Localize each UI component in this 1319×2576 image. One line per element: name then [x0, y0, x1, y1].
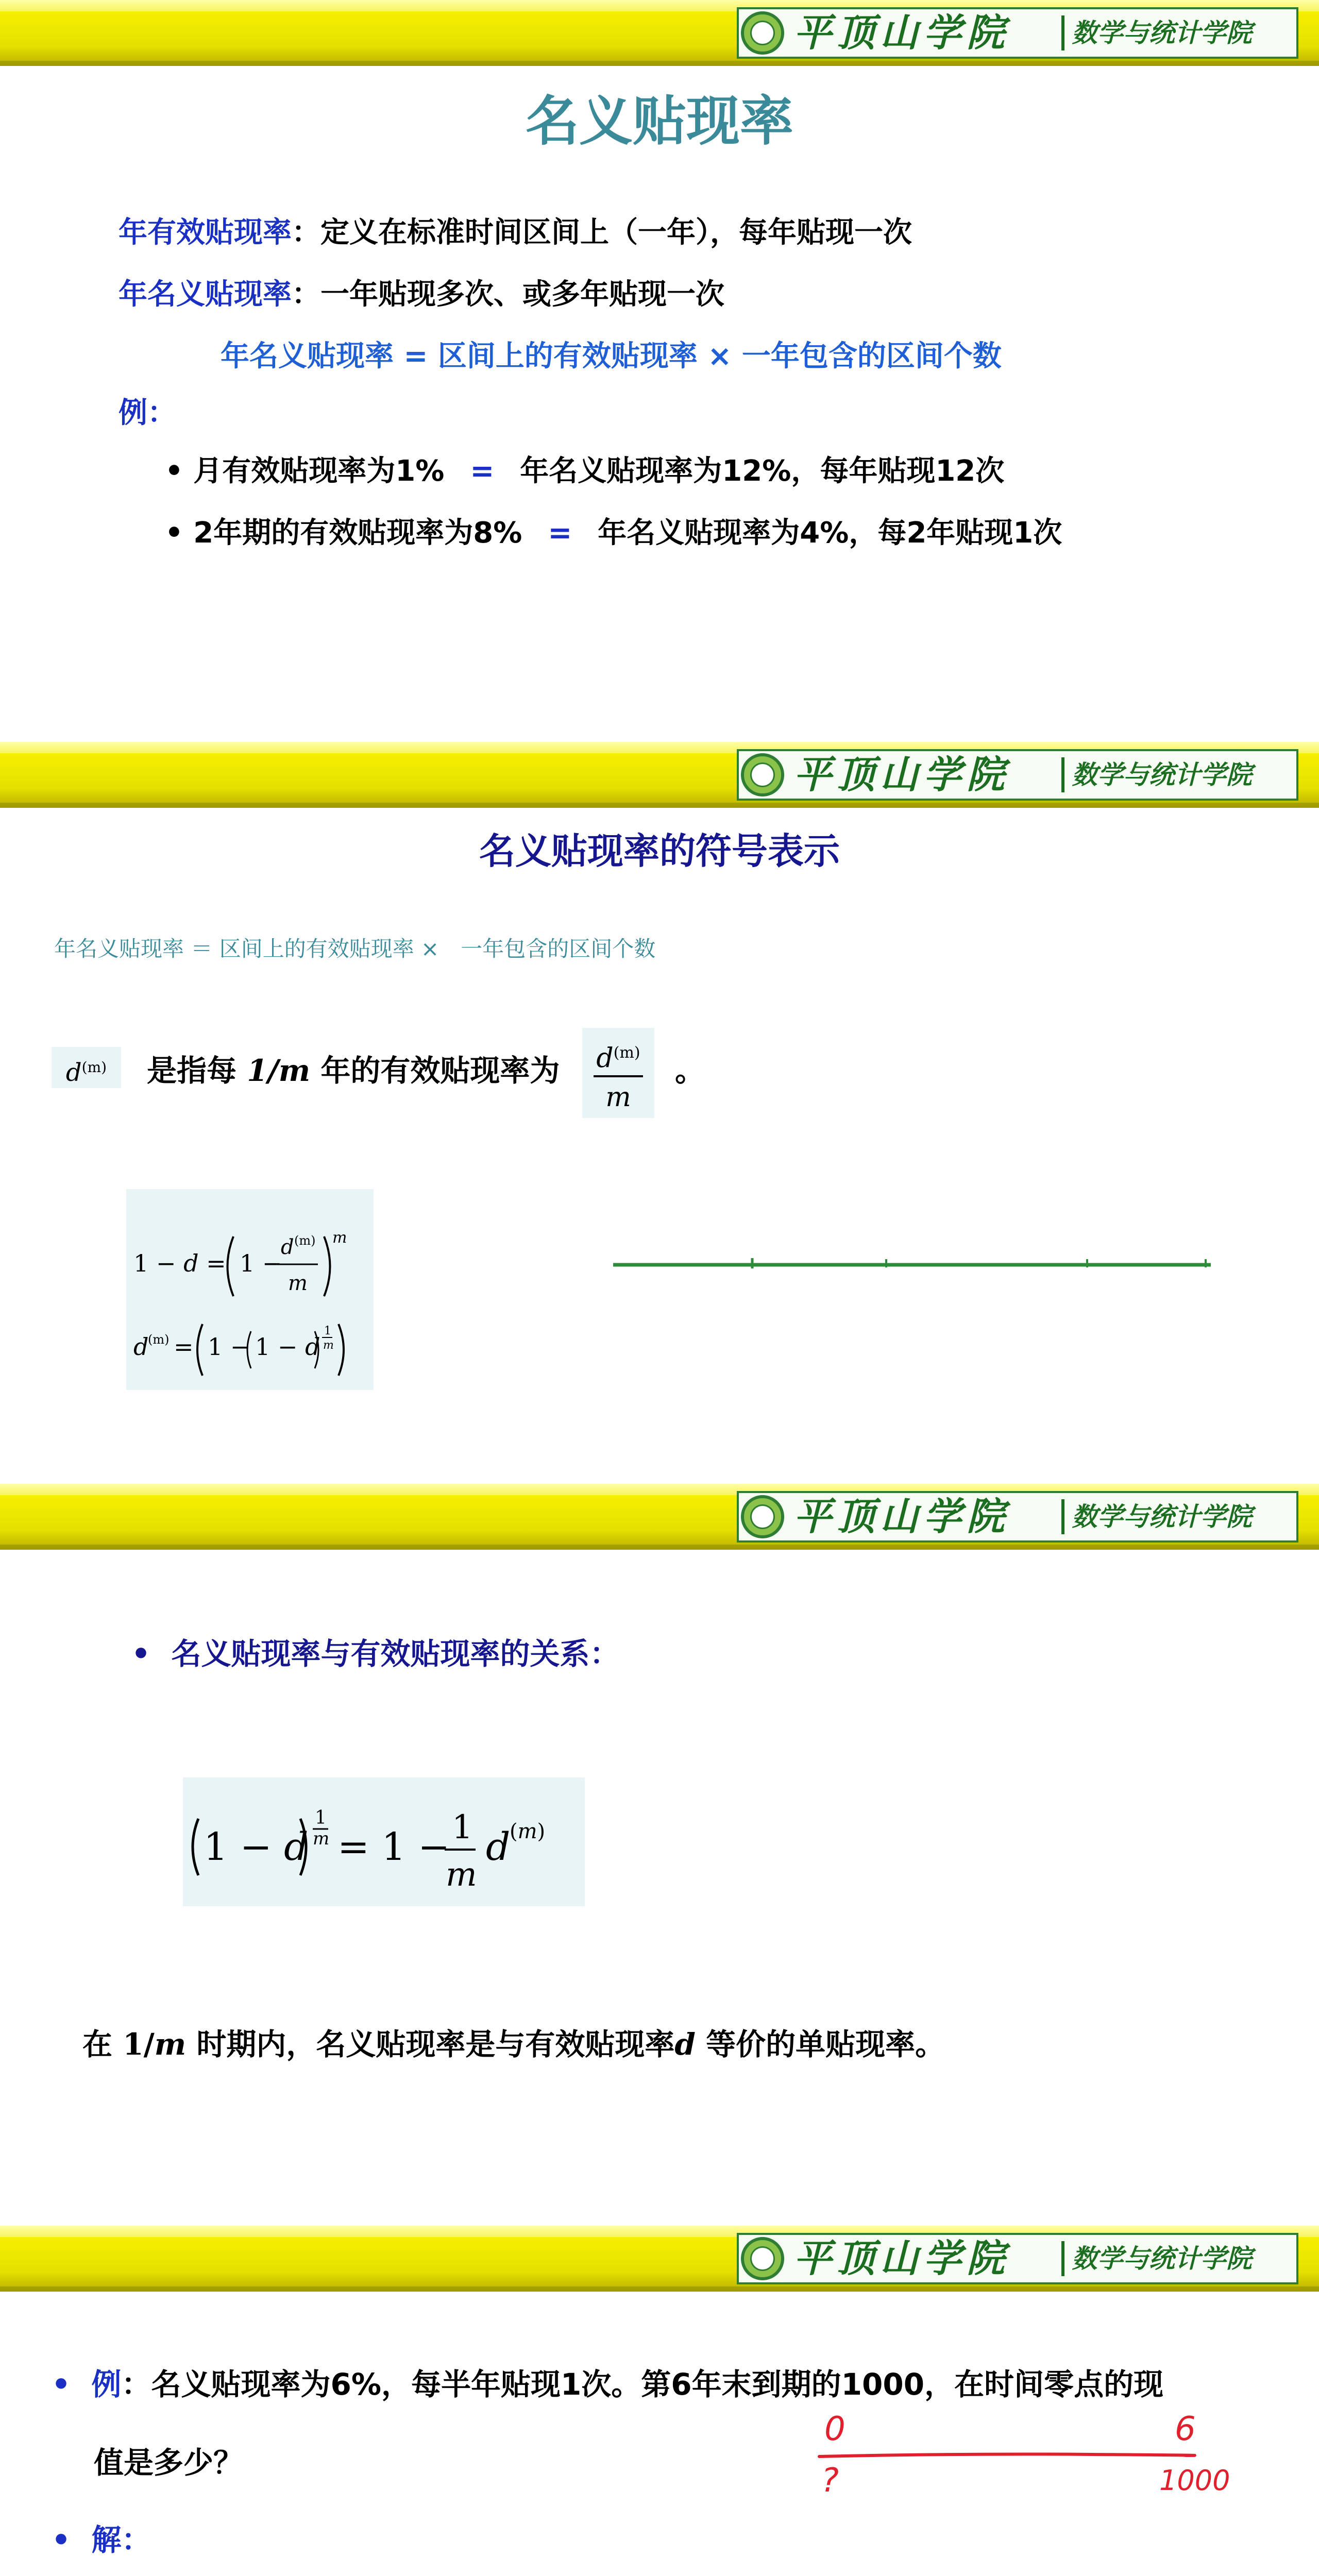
- svg-text:m: m: [446, 1856, 477, 1894]
- relation-bullet: [131, 1633, 619, 1674]
- definition-effective: [119, 212, 912, 253]
- statement-mid: 时期内，名义贴现率是与有效贴现率: [196, 2027, 675, 2062]
- bullet-1-left: 月有效贴现率为1%: [193, 454, 445, 488]
- solution-colon: ：: [121, 2522, 151, 2557]
- svg-text:1: 1: [324, 1325, 331, 1337]
- desc-prefix: 是指每: [147, 1053, 237, 1088]
- svg-text:m: m: [323, 1339, 334, 1352]
- formula-effective-from-nominal: [126, 1189, 374, 1390]
- bullet-dot: •: [165, 516, 194, 550]
- bullet-2-left: 2年期的有效贴现率为8%: [193, 516, 522, 550]
- slide-1: [0, 0, 1319, 742]
- svg-text:1 − d: 1 − d: [204, 1825, 309, 1869]
- page-title: 名义贴现率: [525, 90, 793, 152]
- bullet-2-right: 年名义贴现率为4%，每2年贴现1次: [598, 516, 1062, 550]
- svg-text:(m): (m): [510, 1820, 546, 1843]
- svg-text:d: d: [133, 1333, 149, 1361]
- example-text: ：名义贴现率为6%，每半年贴现1次。第6年末到期的1000，在时间零点的现: [121, 2367, 1164, 2402]
- hand-label-amount: 1000: [1159, 2464, 1230, 2497]
- header-shadow: [0, 803, 1319, 808]
- svg-text:1 − d =: 1 − d =: [133, 1249, 226, 1277]
- handwritten-timeline: [804, 2411, 1247, 2504]
- relation-statement: 年名义贴现率 = 区间上的有效贴现率 × 一年包含的区间个数: [221, 340, 1002, 373]
- svg-text:= 1 −: = 1 −: [337, 1825, 450, 1869]
- desc-fraction: 1/m: [247, 1053, 311, 1088]
- relation-bullet-text: 名义贴现率与有效贴现率的关系：: [171, 1636, 620, 1671]
- school-name: 平顶山学院: [793, 1495, 1010, 1539]
- department-name: 数学与统计学院: [1072, 759, 1252, 790]
- svg-text:=: =: [174, 1333, 194, 1361]
- bullet-dot: •: [52, 2522, 92, 2557]
- banner-divider: [1061, 1499, 1064, 1534]
- example-problem-cont: 值是多少？: [94, 2445, 244, 2480]
- statement-suffix: 等价的单贴现率。: [706, 2027, 945, 2062]
- school-logo-inner-icon: [750, 1504, 775, 1529]
- solution-label: 解: [91, 2522, 122, 2557]
- header-shadow: [0, 1545, 1319, 1550]
- slide-2: [0, 742, 1319, 1484]
- school-logo-inner-icon: [750, 2246, 775, 2271]
- school-name: 平顶山学院: [793, 2236, 1010, 2281]
- banner-divider: [1061, 15, 1064, 50]
- school-name: 平顶山学院: [793, 11, 1010, 55]
- example-bullet-1: [165, 451, 1004, 492]
- department-name: 数学与统计学院: [1072, 1501, 1252, 1532]
- bullet-dot: •: [165, 454, 194, 488]
- bullet-1-equals: =: [470, 454, 495, 488]
- header-shadow: [0, 61, 1319, 66]
- relation-statement-small: 年名义贴现率 ＝ 区间上的有效贴现率 × 一年包含的区间个数: [54, 936, 656, 961]
- department-name: 数学与统计学院: [1072, 18, 1252, 48]
- department-name: 数学与统计学院: [1072, 2243, 1252, 2274]
- banner-divider: [1061, 2241, 1064, 2276]
- slide-4: [0, 2226, 1319, 2576]
- definition-effective-term: 年有效贴现率: [119, 216, 292, 249]
- example-label: 例：: [119, 396, 176, 430]
- svg-text:1: 1: [452, 1808, 473, 1846]
- header-shadow: [0, 2286, 1319, 2292]
- bullet-1-right: 年名义贴现率为12%，每年贴现12次: [520, 454, 1005, 488]
- slide-3: [0, 1484, 1319, 2226]
- statement-prefix: 在: [82, 2027, 113, 2062]
- timeline-diagram: [608, 1252, 1216, 1278]
- example-label: 例: [91, 2367, 122, 2402]
- relation-formula-svg: [183, 1777, 585, 1906]
- bullet-dot: •: [52, 2367, 92, 2402]
- definition-nominal-text: ：一年贴现多次、或多年贴现一次: [292, 278, 724, 311]
- banner-divider: [1061, 757, 1064, 792]
- svg-text:1 −: 1 −: [240, 1249, 282, 1277]
- svg-text:m: m: [332, 1229, 347, 1247]
- school-logo-inner-icon: [750, 21, 775, 45]
- equivalence-statement: [82, 2024, 945, 2065]
- svg-text:(m): (m): [294, 1233, 316, 1248]
- svg-text:1 −: 1 −: [208, 1333, 250, 1361]
- school-logo-inner-icon: [750, 762, 775, 787]
- desc-end: 。: [675, 1053, 705, 1088]
- hand-label-question: ?: [821, 2462, 839, 2500]
- statement-var: 1/m: [123, 2027, 187, 2062]
- definition-nominal: [119, 274, 724, 315]
- svg-text:1 − d: 1 − d: [255, 1333, 320, 1361]
- relation-formula: [183, 1777, 585, 1906]
- definition-nominal-term: 年名义贴现率: [119, 278, 292, 311]
- example-problem: [52, 2364, 1163, 2405]
- hand-label-end: 6: [1175, 2410, 1196, 2448]
- statement-d: d: [674, 2027, 696, 2062]
- svg-text:m: m: [313, 1828, 330, 1849]
- bullet-2-equals: =: [548, 516, 572, 550]
- svg-text:d: d: [486, 1825, 511, 1869]
- definition-effective-text: ：定义在标准时间区间上（一年），每年贴现一次: [292, 216, 912, 249]
- svg-text:d: d: [281, 1235, 294, 1259]
- svg-text:1: 1: [315, 1807, 327, 1828]
- bullet-dot: •: [131, 1636, 172, 1671]
- school-name: 平顶山学院: [793, 753, 1010, 797]
- svg-text:m: m: [288, 1272, 308, 1295]
- fraction-box: $d^{(m)}$ m: [582, 1028, 654, 1118]
- symbol-box: $d^{(m)}$: [52, 1047, 121, 1088]
- symbol-description: [147, 1051, 560, 1090]
- desc-suffix: 年的有效贴现率为: [320, 1053, 560, 1088]
- formula-svg: [126, 1189, 374, 1390]
- svg-text:(m): (m): [148, 1332, 170, 1347]
- page-title: 名义贴现率的符号表示: [479, 830, 840, 872]
- example-bullet-2: [165, 513, 1062, 554]
- hand-label-start: 0: [824, 2410, 845, 2448]
- solution-line: [52, 2519, 151, 2561]
